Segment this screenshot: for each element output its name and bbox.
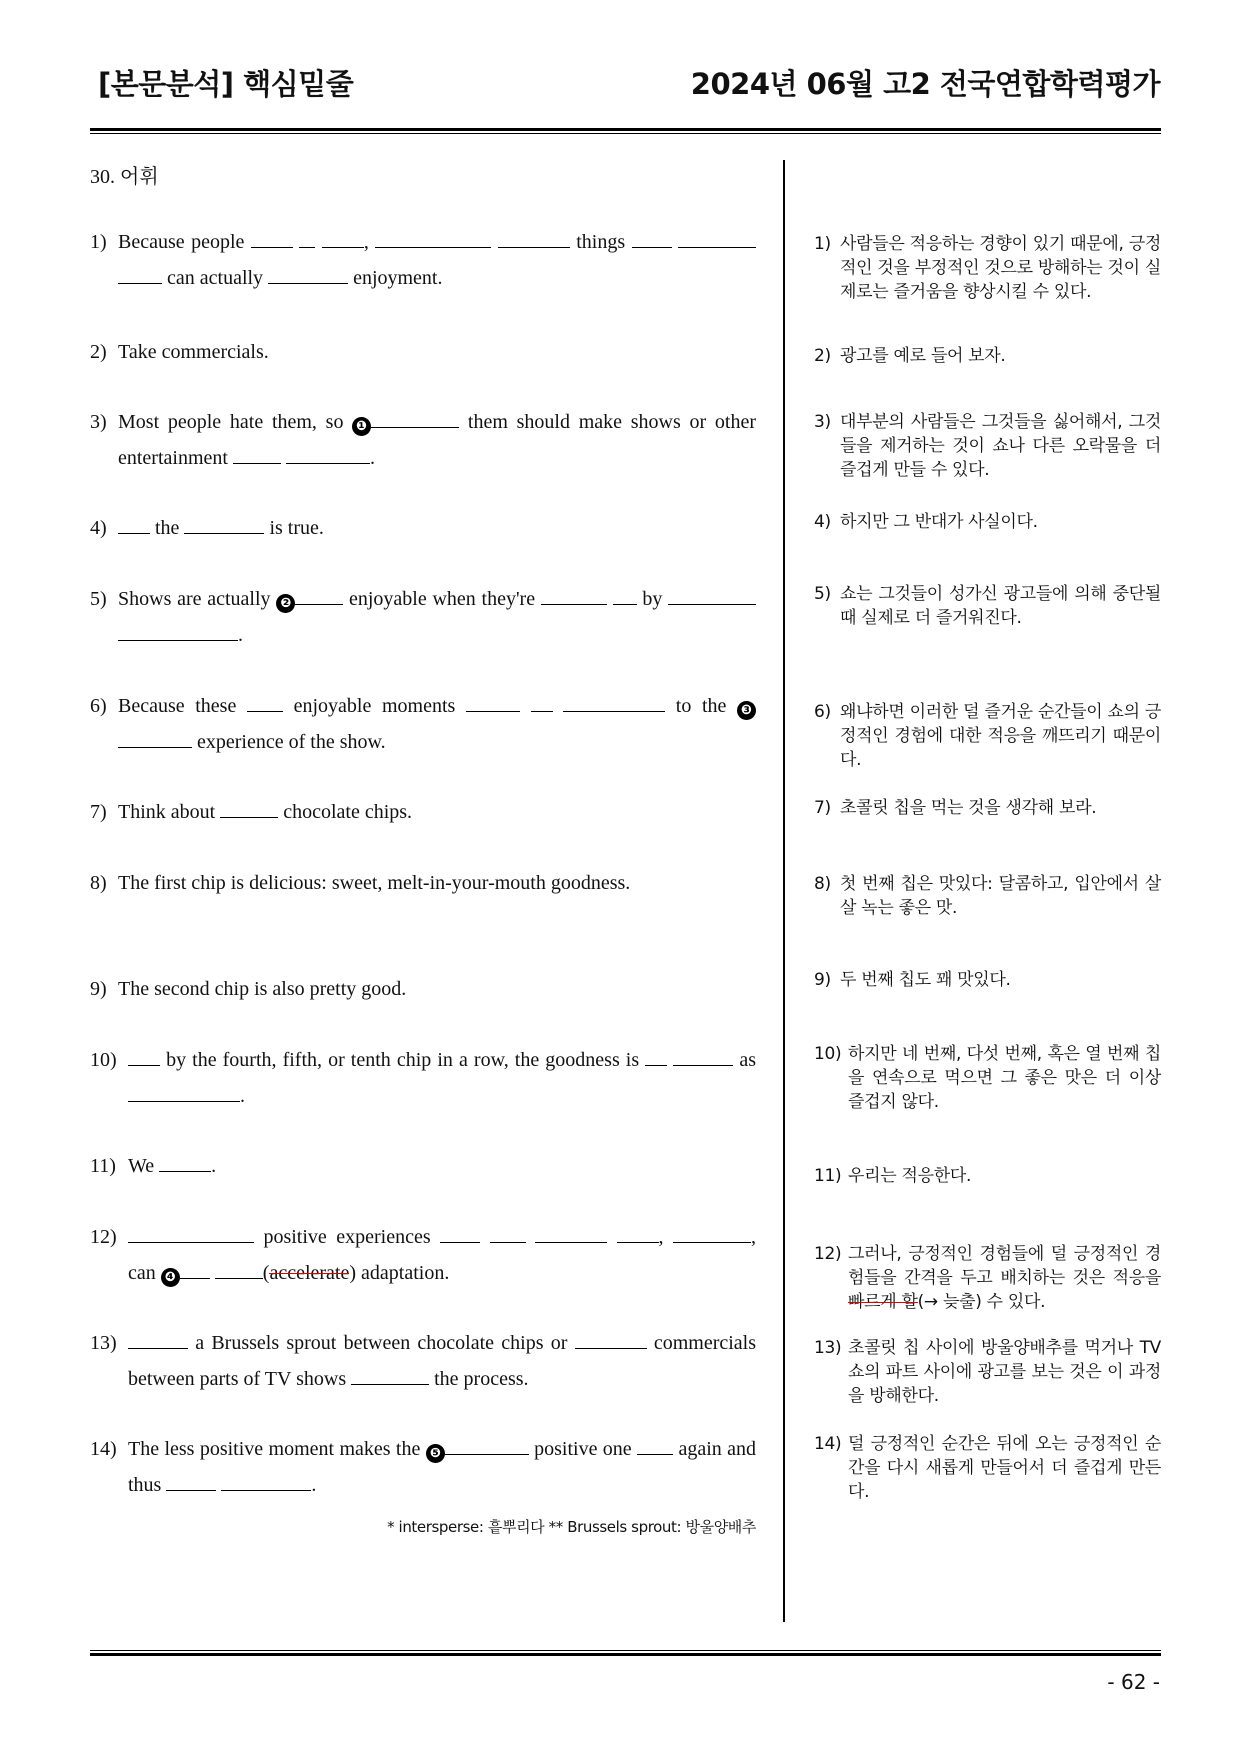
header-right-title: 2024년 06월 고2 전국연합학력평가 (690, 67, 1160, 101)
blank[interactable] (637, 1436, 673, 1455)
marker-3-icon: ❸ (737, 701, 756, 720)
blank[interactable] (632, 229, 672, 248)
blank[interactable] (531, 693, 553, 712)
translation-12: 12) 그러나, 긍정적인 경험들에 덜 긍정적인 경험들을 간격을 두고 배치하는 것은 적응을 빠르게 할(→ 늦출) 수 있다. (814, 1244, 1161, 1312)
translation-11: 11) 우리는 적응한다. (814, 1166, 972, 1186)
blank[interactable] (233, 445, 281, 464)
blank-3[interactable] (118, 729, 192, 748)
footnote: * intersperse: 흩뿌리다 ** Brussels sprout: 방울양배추 (387, 1518, 756, 1536)
struck-phrase: 빠르게 할 (848, 1292, 918, 1312)
blank[interactable] (678, 229, 756, 248)
header-divider (90, 128, 1161, 134)
translation-7: 7) 초콜릿 칩을 먹는 것을 생각해 보라. (814, 798, 1097, 818)
page-number: - 62 - (1107, 1670, 1160, 1694)
question-12: 12) positive experiences , , can ❹ (accelerate) adaptation. (90, 1226, 756, 1285)
question-6: 6) Because these enjoyable moments to the ❸ experience of the show. (90, 688, 756, 760)
blank[interactable] (184, 515, 264, 534)
blank[interactable] (118, 515, 150, 534)
question-2: 2) Take commercials. (90, 341, 269, 363)
blank[interactable] (221, 1472, 311, 1491)
blank[interactable] (668, 586, 756, 605)
blank[interactable] (286, 445, 370, 464)
blank[interactable] (645, 1047, 667, 1066)
blank[interactable] (490, 1224, 526, 1243)
translation-9: 9) 두 번째 칩도 꽤 맛있다. (814, 970, 1011, 990)
marker-1-icon: ❶ (352, 417, 371, 436)
translation-14: 14) 덜 긍정적인 순간은 뒤에 오는 긍정적인 순간을 다시 새롭게 만들어서 더 즐겁게 만든다. (814, 1434, 1161, 1502)
blank[interactable] (251, 229, 293, 248)
translation-10: 10) 하지만 네 번째, 다섯 번째, 혹은 열 번째 칩을 연속으로 먹으면 그 좋은 맛은 더 이상 즐겁지 않다. (814, 1044, 1161, 1112)
blank-5[interactable] (445, 1436, 529, 1455)
translation-2: 2) 광고를 예로 들어 보자. (814, 346, 1006, 366)
blank[interactable] (128, 1330, 188, 1349)
column-divider (783, 160, 785, 1622)
question-10: 10) by the fourth, fifth, or tenth chip in a row, the goodness is as . (90, 1049, 757, 1107)
blank[interactable] (128, 1224, 254, 1243)
question-11: 11) We . (90, 1155, 217, 1177)
marker-4-icon: ❹ (161, 1268, 180, 1287)
blank[interactable] (322, 229, 364, 248)
question-7: 7) Think about chocolate chips. (90, 801, 413, 823)
blank[interactable] (673, 1224, 751, 1243)
blank[interactable] (215, 1260, 263, 1279)
blank[interactable] (118, 622, 238, 641)
blank[interactable] (247, 693, 283, 712)
translation-1: 1) 사람들은 적응하는 경향이 있기 때문에, 긍정적인 것을 부정적인 것으로 방해하는 것이 실제로는 즐거움을 향상시킬 수 있다. (814, 234, 1161, 302)
question-3: 3) Most people hate them, so ❶ them should make shows or other entertainment . (90, 411, 756, 469)
question-13: 13) a Brussels sprout between chocolate chips or commercials between parts of TV shows the process. (90, 1332, 757, 1390)
blank[interactable] (118, 265, 162, 284)
blank[interactable] (498, 229, 570, 248)
blank[interactable] (128, 1083, 240, 1102)
blank[interactable] (159, 1153, 211, 1172)
struck-word: accelerate (269, 1262, 350, 1284)
blank[interactable] (268, 265, 348, 284)
blank[interactable] (575, 1330, 647, 1349)
question-8: 8) The first chip is delicious: sweet, melt-in-your-mouth goodness. (90, 872, 631, 894)
blank[interactable] (128, 1047, 160, 1066)
marker-2-icon: ❷ (276, 594, 295, 613)
blank[interactable] (541, 586, 607, 605)
blank[interactable] (466, 693, 520, 712)
blank[interactable] (617, 1224, 659, 1243)
translation-3: 3) 대부분의 사람들은 그것들을 싫어해서, 그것들을 제거하는 것이 쇼나 다른 오락물을 더 즐겁게 만들 수 있다. (814, 412, 1161, 480)
question-14: 14) The less positive moment makes the ❺ positive one again and thus . (90, 1438, 757, 1496)
blank-2[interactable] (295, 586, 343, 605)
section-title: 30. 어휘 (90, 166, 159, 188)
question-9: 9) The second chip is also pretty good. (90, 978, 407, 1000)
blank[interactable] (673, 1047, 733, 1066)
blank[interactable] (220, 799, 278, 818)
translation-8: 8) 첫 번째 칩은 맛있다: 달콤하고, 입안에서 살살 녹는 좋은 맛. (814, 874, 1161, 918)
blank[interactable] (535, 1224, 607, 1243)
blank[interactable] (299, 229, 315, 248)
footer-divider (90, 1648, 1161, 1656)
blank[interactable] (563, 693, 665, 712)
question-5: 5) Shows are actually ❷ enjoyable when they're by . (90, 581, 756, 653)
translation-13: 13) 초콜릿 칩 사이에 방울양배추를 먹거나 TV 쇼의 파트 사이에 광고를 보는 것은 이 과정을 방해한다. (814, 1338, 1161, 1406)
page-header (90, 62, 1160, 112)
translation-6: 6) 왜냐하면 이러한 덜 즐거운 순간들이 쇼의 긍정적인 경험에 대한 적응을 깨뜨리기 때문이다. (814, 702, 1161, 770)
blank[interactable] (440, 1224, 480, 1243)
header-left-title: [본문분석] 핵심밑줄 (98, 67, 354, 101)
translation-4: 4) 하지만 그 반대가 사실이다. (814, 512, 1038, 532)
blank[interactable] (375, 229, 491, 248)
question-1: 1) Because people , things can actually enjoyment. (90, 224, 756, 296)
blank[interactable] (613, 586, 637, 605)
blank[interactable] (166, 1472, 216, 1491)
translation-5: 5) 쇼는 그것들이 성가신 광고들에 의해 중단될 때 실제로 더 즐거워진다. (814, 584, 1161, 628)
blank-1[interactable] (371, 409, 459, 428)
marker-5-icon: ❺ (426, 1444, 445, 1463)
question-4: 4) the is true. (90, 517, 324, 539)
blank-4[interactable] (180, 1260, 210, 1279)
blank[interactable] (351, 1366, 429, 1385)
